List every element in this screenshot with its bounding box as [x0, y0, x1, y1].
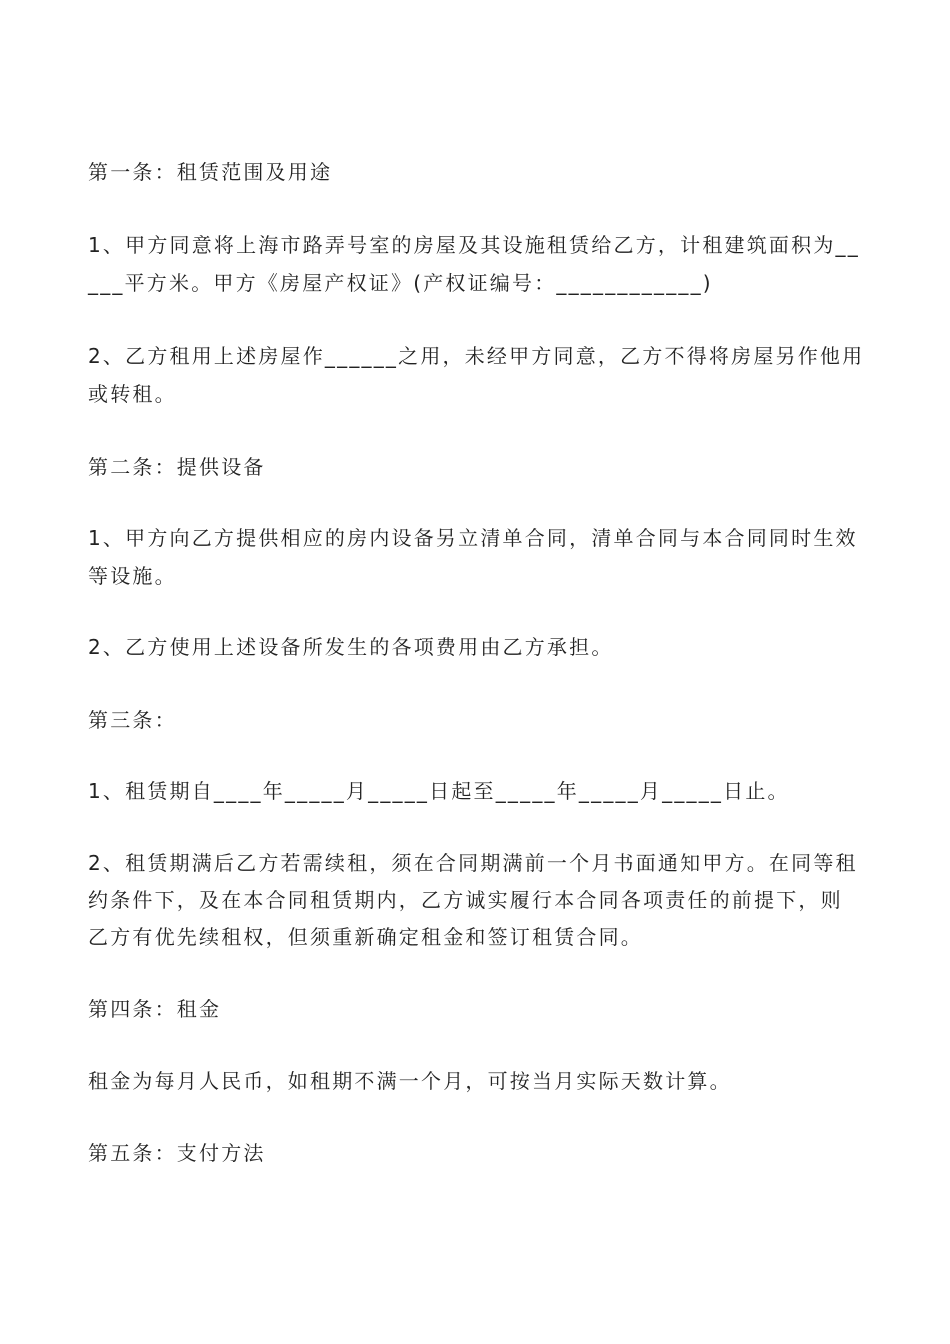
article-4-heading: 第四条：租金 — [88, 997, 222, 1021]
article-3-clause-2-line-2: 约条件下，及在本合同租赁期内，乙方诚实履行本合同各项责任的前提下，则 — [88, 888, 843, 912]
article-2-clause-1-line-2: 等设施。 — [88, 564, 177, 588]
article-4-body: 租金为每月人民币，如租期不满一个月，可按当月实际天数计算。 — [88, 1069, 732, 1093]
article-3-heading: 第三条： — [88, 708, 177, 732]
article-1-heading: 第一条：租赁范围及用途 — [88, 160, 333, 184]
article-1-clause-2-line-1: 2、乙方租用上述房屋作______之用，未经甲方同意，乙方不得将房屋另作他用 — [88, 344, 865, 368]
article-3-clause-1: 1、租赁期自____年_____月_____日起至_____年_____月_____日止。 — [88, 779, 790, 803]
article-1-clause-1-line-1: 1、甲方同意将上海市路弄号室的房屋及其设施租赁给乙方，计租建筑面积为__ — [88, 233, 860, 257]
article-2-heading: 第二条：提供设备 — [88, 455, 266, 479]
article-5-heading: 第五条：支付方法 — [88, 1141, 266, 1165]
article-1-clause-2-line-2: 或转租。 — [88, 382, 177, 406]
article-1-clause-1-line-2: ___平方米。甲方《房屋产权证》(产权证编号：____________) — [88, 271, 713, 295]
article-3-clause-2-line-1: 2、租赁期满后乙方若需续租，须在合同期满前一个月书面通知甲方。在同等租 — [88, 851, 858, 875]
article-2-clause-1-line-1: 1、甲方向乙方提供相应的房内设备另立清单合同，清单合同与本合同同时生效 — [88, 526, 858, 550]
article-2-clause-2: 2、乙方使用上述设备所发生的各项费用由乙方承担。 — [88, 635, 614, 659]
article-3-clause-2-line-3: 乙方有优先续租权，但须重新确定租金和签订租赁合同。 — [88, 925, 643, 949]
